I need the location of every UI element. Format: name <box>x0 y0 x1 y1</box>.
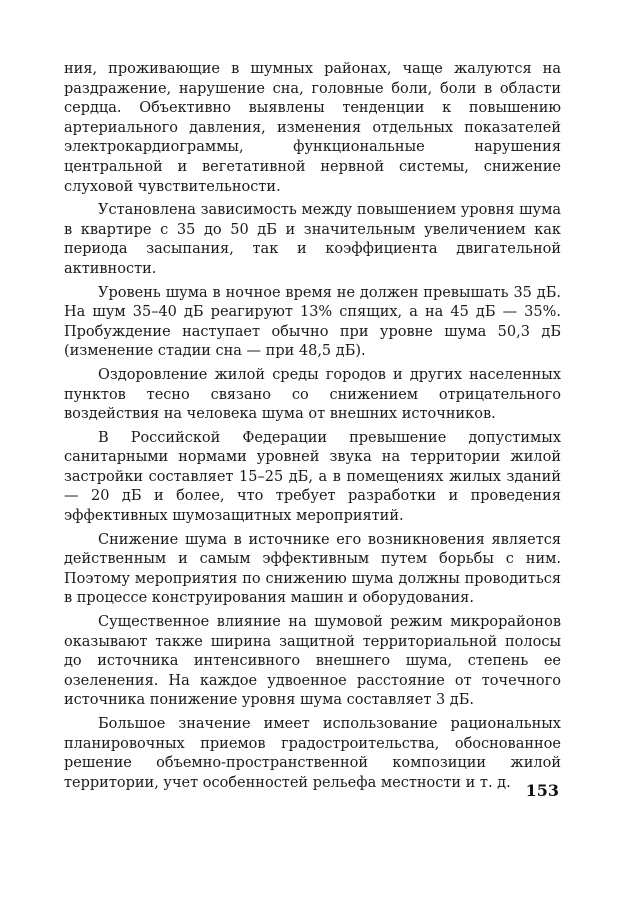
paragraph: Установлена зависимость между повышением уровня шума в квартире с 35 до 50 дБ и значительным увеличением как периода засыпания, так и коэффициента двигательной активности. <box>64 202 561 277</box>
paragraph: Снижение шума в источнике его возникновения является действенным и самым эффективным путем борьбы с ним. Поэтому мероприятия по снижению шума должны проводиться в процессе конструирования машин и оборудования. <box>64 531 561 607</box>
page-number: 153 <box>525 781 559 800</box>
paragraph: Существенное влияние на шумовой режим микрорайонов оказывают также ширина защитной территориальной полосы до источника интенсивного внешнего шума, степень ее озеленения. На каждое удвоенное расстояние от точечного источника понижение уровня шума составляет 3 дБ. <box>64 614 561 709</box>
paragraph: Оздоровление жилой среды городов и других населенных пунктов тесно связано со снижением отрицательного воздействия на человека шума от внешних источников. <box>64 366 561 423</box>
paragraph: Уровень шума в ночное время не должен превышать 35 дБ. На шум 35–40 дБ реагируют 13% спящих, а на 45 дБ — 35%. Пробуждение наступает обычно при уровне шума 50,3 дБ (изменение стадии сна — при 48,5 дБ). <box>64 284 561 360</box>
paragraph-continuation: ния, проживающие в шумных районах, чаще жалуются на раздражение, нарушение сна, головные боли, боли в области сердца. Объективно выявлены тенденции к повышению артериального давления, изменения отдельных показателей электрокардиограммы, функциональные нарушения центральной и вегетативной нервной системы, снижение слуховой чувствительности. <box>64 61 561 195</box>
page-body-text <box>64 60 561 793</box>
paragraph: Большое значение имеет использование рациональных планировочных приемов градостроительства, обоснованное решение объемно-пространственной композиции жилой территории, учет особенностей рельефа местности и т. д. <box>64 716 561 791</box>
paragraph: В Российской Федерации превышение допустимых санитарными нормами уровней звука на территории жилой застройки составляет 15–25 дБ, а в помещениях жилых зданий — 20 дБ и более, что требует разработки и проведения эффективных шумозащитных мероприятий. <box>64 429 561 525</box>
